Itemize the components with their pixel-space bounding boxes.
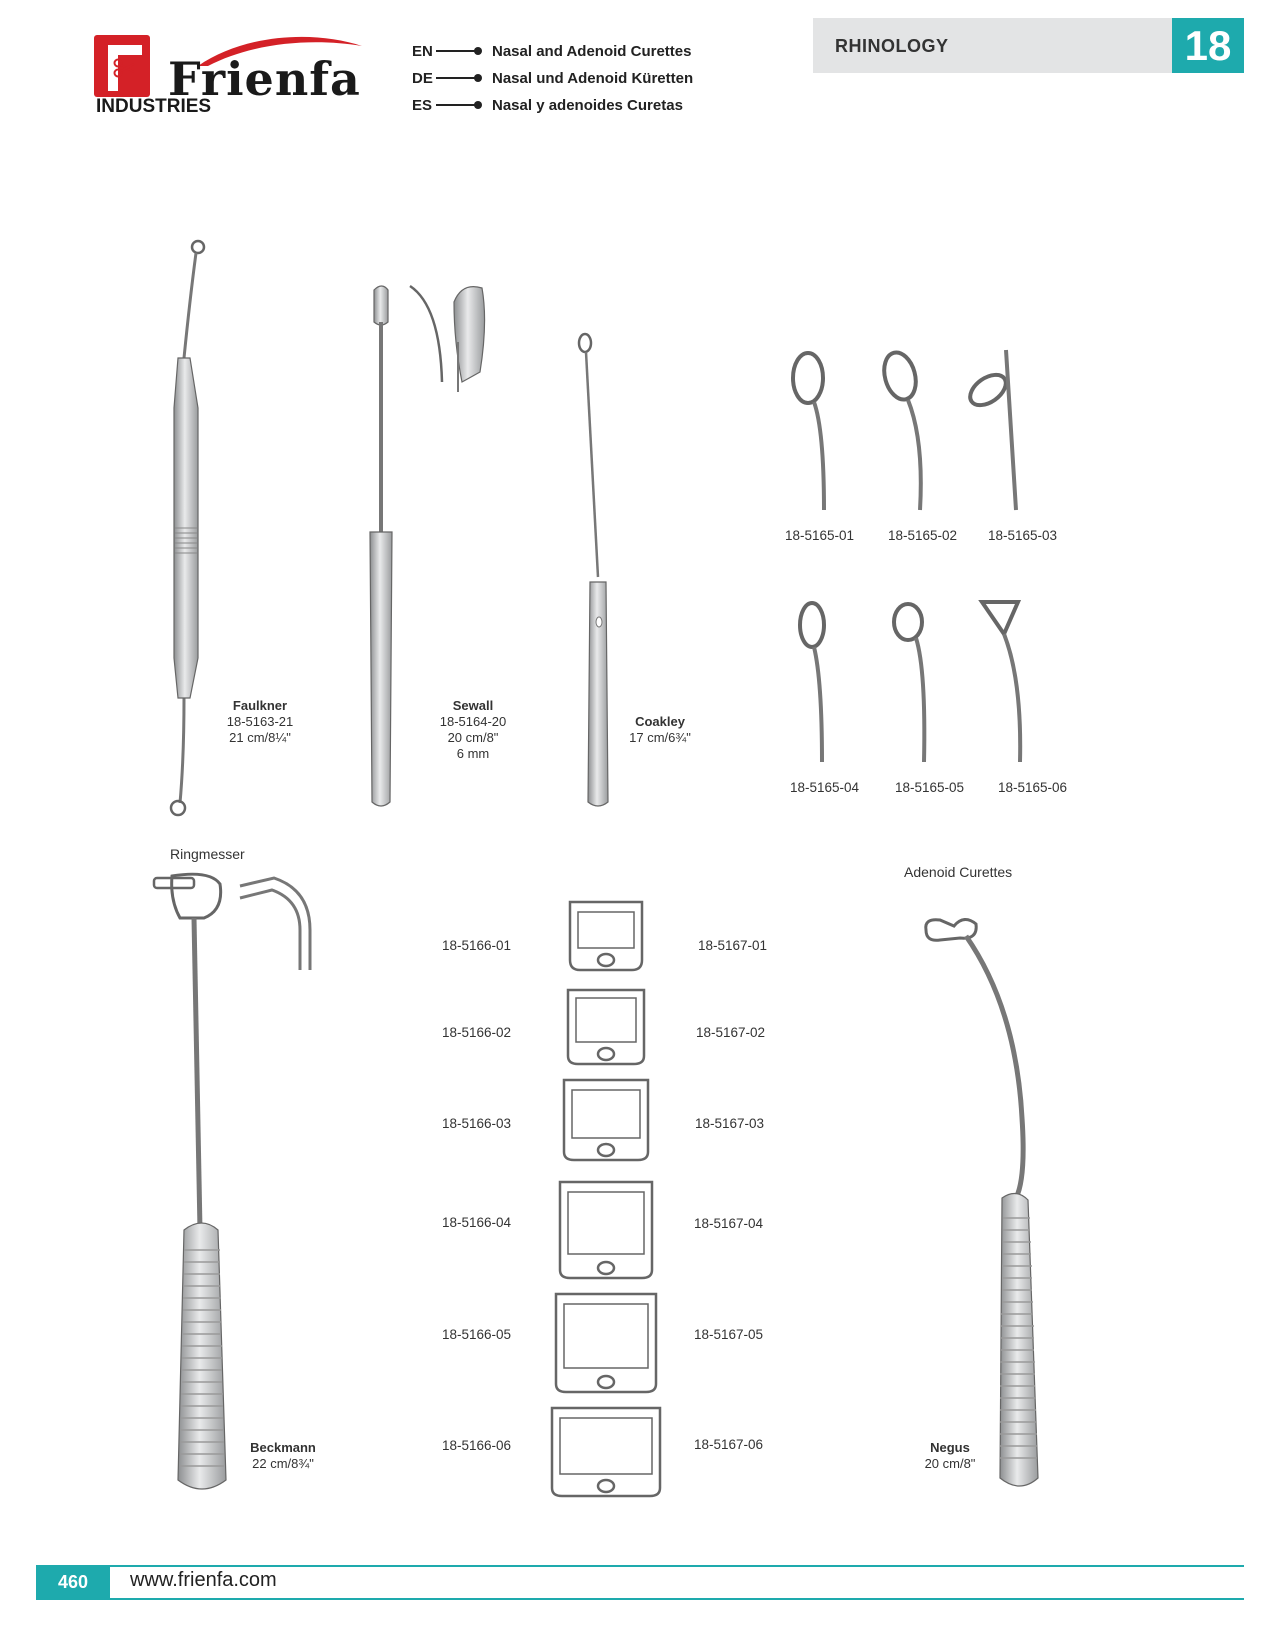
blade-code-left: 18-5166-06 — [442, 1438, 512, 1453]
language-code: DE — [412, 69, 433, 87]
faulkner-caption — [205, 698, 315, 746]
brand-logo — [94, 32, 364, 120]
tip-code: 18-5165-01 — [785, 528, 855, 543]
connector-icon — [436, 50, 478, 52]
negus-caption — [910, 1440, 990, 1472]
instrument-size: 20 cm/8" — [924, 1456, 976, 1471]
instrument-code: 18-5164-20 — [439, 714, 507, 729]
blade-code-right: 18-5167-06 — [694, 1437, 764, 1452]
blade-code-right: 18-5167-03 — [695, 1116, 765, 1131]
instrument-size: 22 cm/8¾" — [252, 1456, 314, 1471]
website-link[interactable]: www.frienfa.com — [130, 1569, 277, 1591]
tip-code: 18-5165-02 — [888, 528, 958, 543]
instrument-name: Faulkner — [232, 698, 288, 713]
instrument-name: Coakley — [635, 714, 685, 729]
connector-icon — [436, 77, 478, 79]
language-code: ES — [412, 96, 433, 114]
beckmann-caption — [238, 1440, 328, 1472]
instrument-name: Negus — [930, 1440, 970, 1455]
instrument-width: 6 mm — [456, 746, 490, 761]
blade-code-right: 18-5167-04 — [694, 1216, 764, 1231]
beckmann-curette-image — [150, 870, 330, 1500]
blade-code-right: 18-5167-01 — [698, 938, 768, 953]
instrument-size: 20 cm/8" — [447, 730, 499, 745]
blade-code-right: 18-5167-02 — [696, 1025, 766, 1040]
adenoid-title: Adenoid Curettes — [904, 864, 1013, 880]
blade-code-right: 18-5167-05 — [694, 1327, 764, 1342]
coakley-curette-image — [578, 332, 618, 812]
footer-rule-bottom — [36, 1598, 1244, 1600]
chapter-number: 18 — [1172, 18, 1244, 73]
sewall-caption — [418, 698, 528, 762]
category-label: RHINOLOGY — [835, 36, 949, 56]
instrument-name: Sewall — [452, 698, 494, 713]
language-label: Nasal und Adenoid Küretten — [492, 69, 694, 87]
tip-code: 18-5165-04 — [790, 780, 860, 795]
connector-icon — [436, 104, 478, 106]
instrument-code: 18-5163-21 — [226, 714, 294, 729]
ringmesser-title: Ringmesser — [170, 846, 245, 862]
instrument-size: 17 cm/6¾" — [629, 730, 691, 745]
instrument-size: 21 cm/8¼" — [229, 730, 291, 745]
coakley-caption — [620, 714, 700, 746]
tips-row1-image — [780, 350, 1070, 520]
language-label: Nasal y adenoides Curetas — [492, 96, 683, 114]
blade-code-left: 18-5166-02 — [442, 1025, 512, 1040]
tip-code: 18-5165-06 — [998, 780, 1068, 795]
blade-code-left: 18-5166-03 — [442, 1116, 512, 1131]
language-line-en — [412, 40, 691, 62]
negus-curette-image — [920, 918, 1050, 1498]
scissors-icon — [112, 56, 136, 80]
brand-name: Frienfa — [168, 52, 361, 106]
language-line-de — [412, 67, 693, 89]
tip-code: 18-5165-05 — [895, 780, 965, 795]
page-number: 460 — [36, 1565, 110, 1600]
footer-rule-top — [36, 1565, 1244, 1567]
tip-code: 18-5165-03 — [988, 528, 1058, 543]
blade-code-left: 18-5166-05 — [442, 1327, 512, 1342]
tips-row2-image — [790, 600, 1080, 770]
blade-code-left: 18-5166-01 — [442, 938, 512, 953]
language-line-es — [412, 94, 683, 116]
language-code: EN — [412, 42, 433, 60]
instrument-name: Beckmann — [250, 1440, 316, 1455]
blades-column-image — [550, 898, 670, 1498]
brand-subtitle: INDUSTRIES — [96, 96, 212, 117]
language-label: Nasal and Adenoid Curettes — [492, 42, 692, 60]
blade-code-left: 18-5166-04 — [442, 1215, 512, 1230]
